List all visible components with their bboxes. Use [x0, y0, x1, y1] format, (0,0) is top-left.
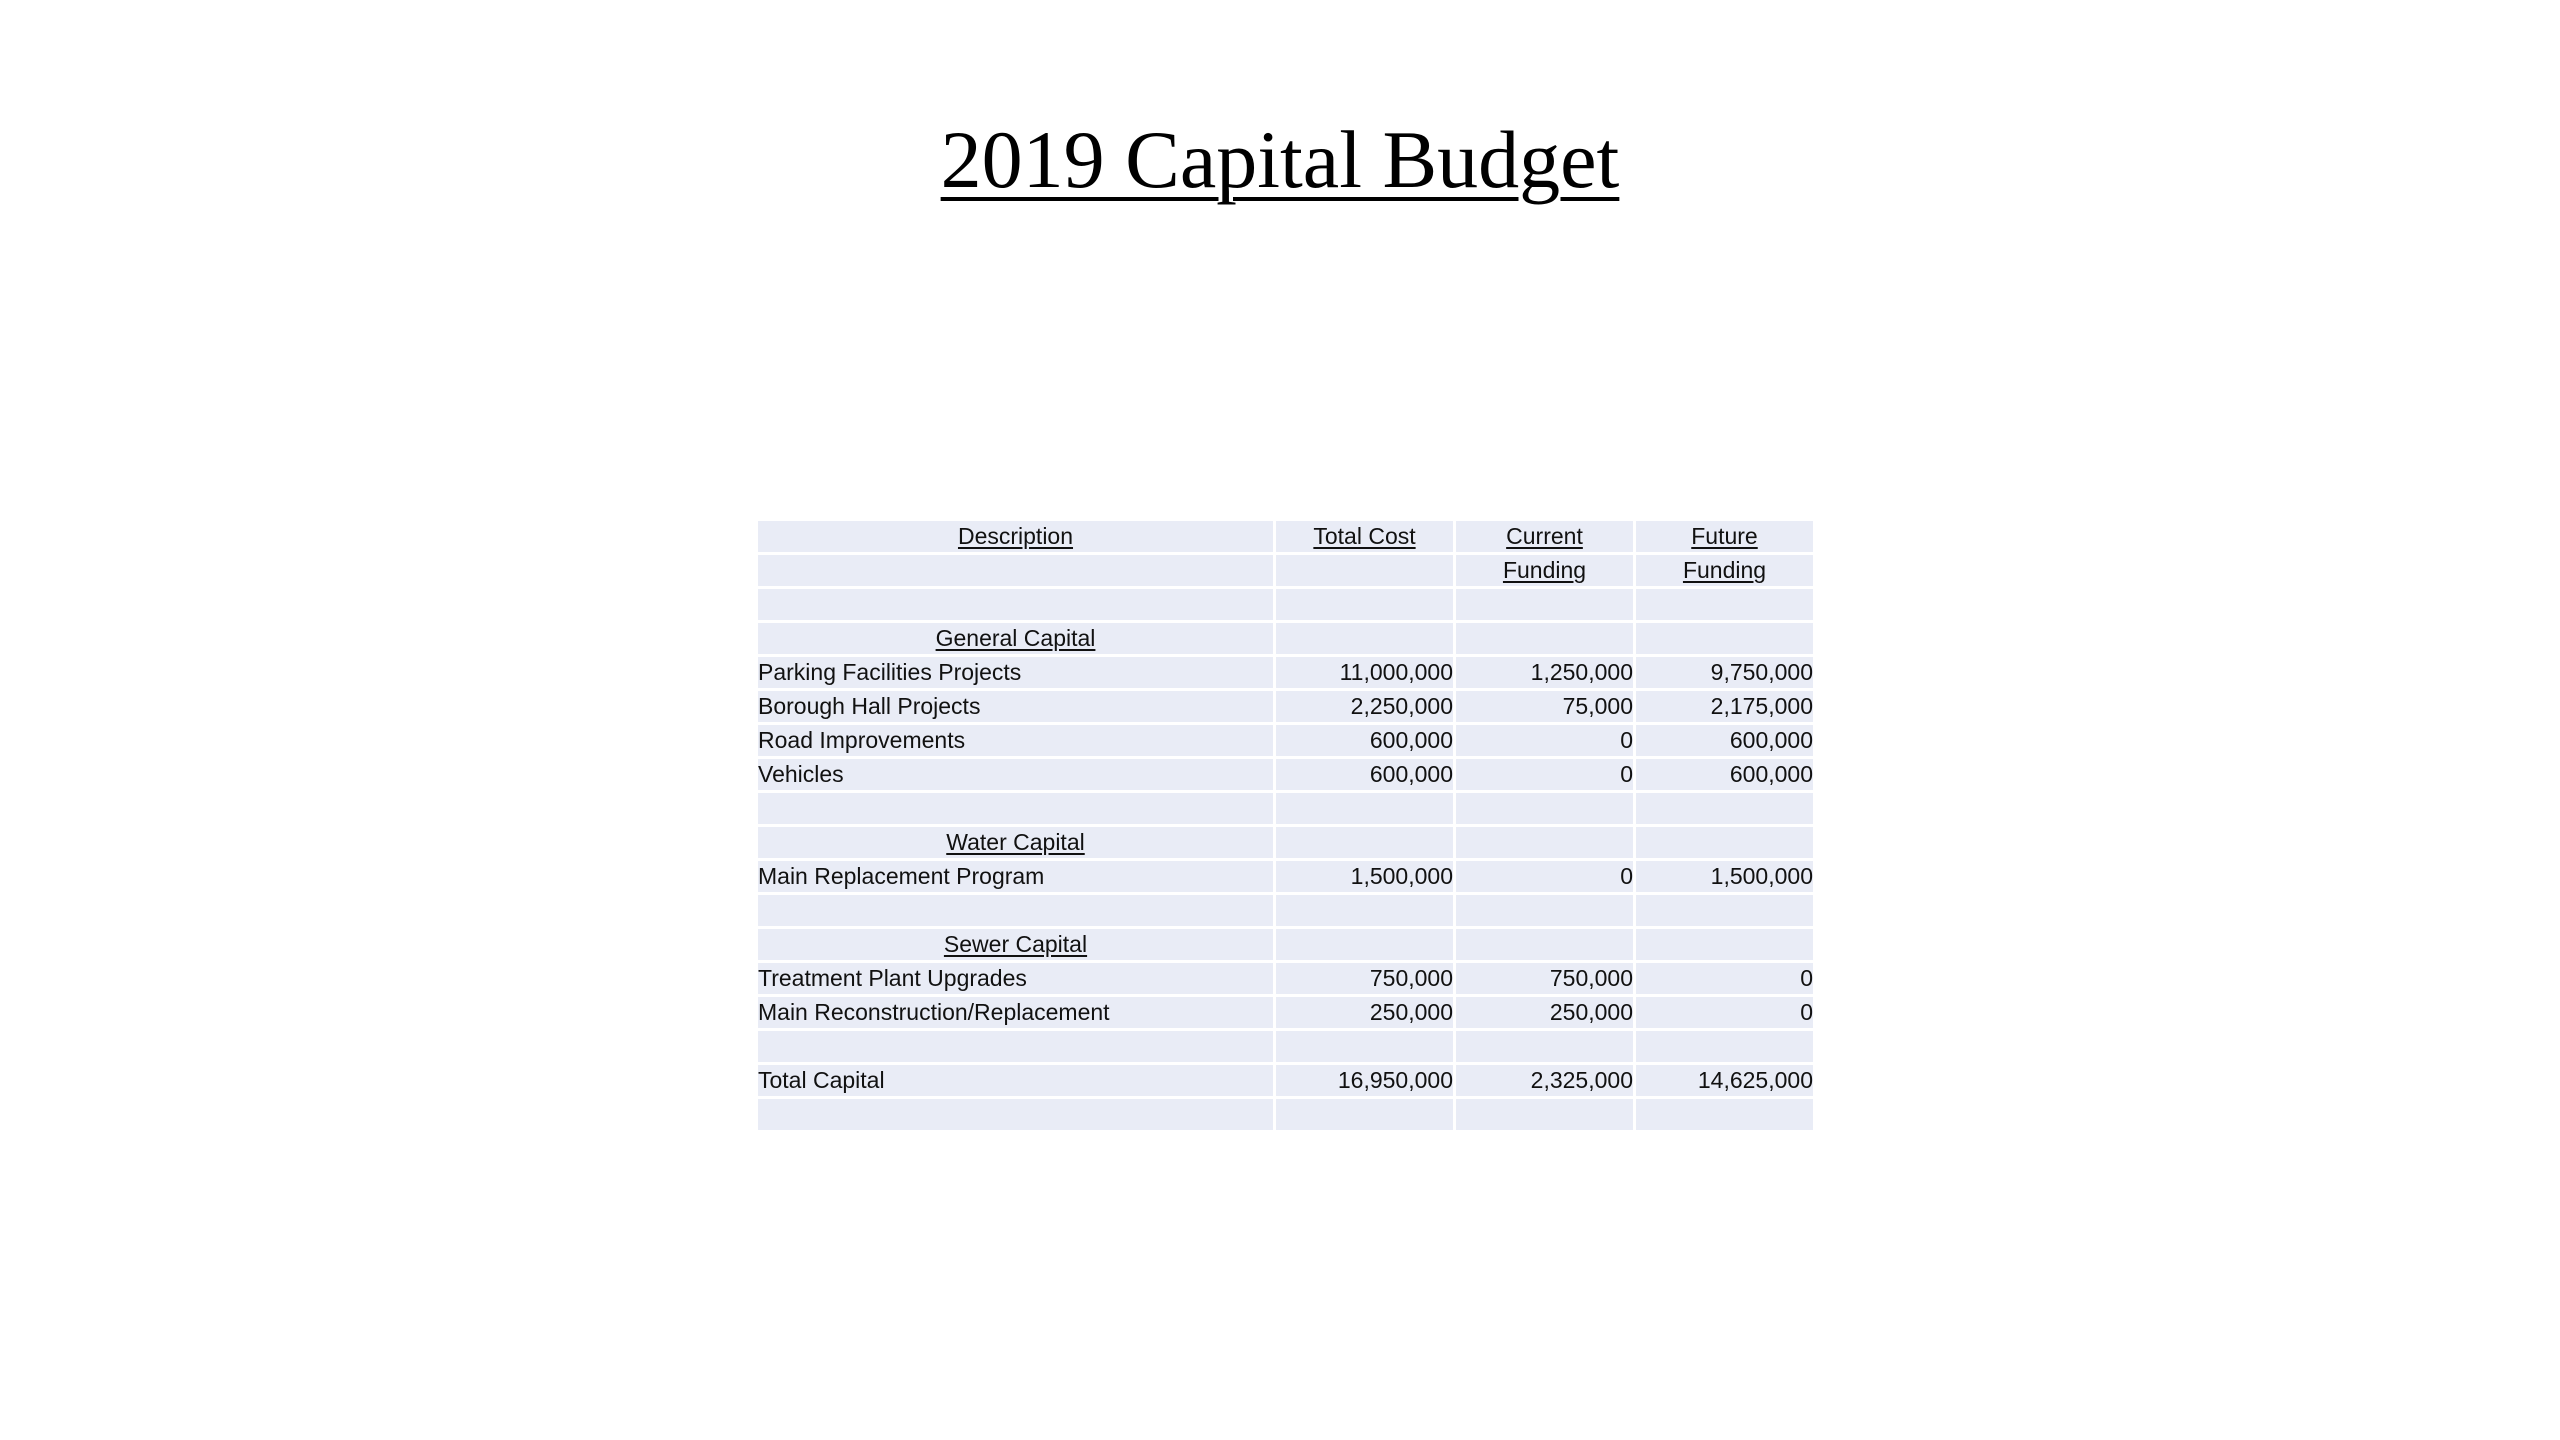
table-row: [758, 759, 1813, 790]
spacer-row: [758, 793, 1813, 824]
row-label: Vehicles: [758, 759, 1273, 790]
spacer-row: [758, 895, 1813, 926]
current-funding-cell: 0: [1456, 759, 1633, 790]
row-label: Parking Facilities Projects: [758, 657, 1273, 688]
total-cost-cell: 600,000: [1276, 725, 1453, 756]
section-sewer-capital: Sewer Capital: [758, 929, 1273, 960]
row-label: Borough Hall Projects: [758, 691, 1273, 722]
row-label: Road Improvements: [758, 725, 1273, 756]
empty-cell: [758, 1031, 1273, 1062]
spacer-row: [758, 589, 1813, 620]
header-total-cost: Total Cost: [1276, 521, 1453, 552]
empty-cell: [1636, 793, 1813, 824]
empty-cell: [758, 589, 1273, 620]
row-label: Main Reconstruction/Replacement: [758, 997, 1273, 1028]
capital-budget-table: [755, 518, 1816, 1133]
table-row: [758, 657, 1813, 688]
empty-cell: [1636, 929, 1813, 960]
current-funding-cell: 0: [1456, 725, 1633, 756]
table-row: [758, 691, 1813, 722]
current-funding-cell: 750,000: [1456, 963, 1633, 994]
header-description: Description: [758, 521, 1273, 552]
section-row-general: [758, 623, 1813, 654]
table-row: [758, 963, 1813, 994]
header-row-1: [758, 521, 1813, 552]
table-row: [758, 861, 1813, 892]
row-label: Main Replacement Program: [758, 861, 1273, 892]
current-funding-cell: 1,250,000: [1456, 657, 1633, 688]
future-funding-cell: 9,750,000: [1636, 657, 1813, 688]
current-funding-cell: 75,000: [1456, 691, 1633, 722]
empty-cell: [1276, 589, 1453, 620]
future-funding-cell: 600,000: [1636, 725, 1813, 756]
current-funding-cell: 250,000: [1456, 997, 1633, 1028]
section-water-capital: Water Capital: [758, 827, 1273, 858]
empty-cell: [1456, 1031, 1633, 1062]
page-title-text: 2019 Capital Budget: [940, 114, 1620, 205]
header-current-line2: Funding: [1456, 555, 1633, 586]
empty-cell: [758, 793, 1273, 824]
empty-cell: [1456, 1099, 1633, 1130]
total-row: [758, 1065, 1813, 1096]
empty-cell: [1276, 929, 1453, 960]
current-funding-sum: 2,325,000: [1456, 1065, 1633, 1096]
empty-cell: [1636, 623, 1813, 654]
empty-cell: [1456, 895, 1633, 926]
header-row-2: [758, 555, 1813, 586]
empty-cell: [1276, 623, 1453, 654]
future-funding-cell: 0: [1636, 997, 1813, 1028]
empty-cell: [1276, 555, 1453, 586]
total-cost-cell: 2,250,000: [1276, 691, 1453, 722]
future-funding-cell: 600,000: [1636, 759, 1813, 790]
total-cost-cell: 600,000: [1276, 759, 1453, 790]
total-cost-cell: 11,000,000: [1276, 657, 1453, 688]
table-row: [758, 997, 1813, 1028]
section-row-sewer: [758, 929, 1813, 960]
total-cost-sum: 16,950,000: [1276, 1065, 1453, 1096]
header-future-line2: Funding: [1636, 555, 1813, 586]
page-title: [0, 108, 2560, 212]
current-funding-cell: 0: [1456, 861, 1633, 892]
empty-cell: [1456, 623, 1633, 654]
future-funding-sum: 14,625,000: [1636, 1065, 1813, 1096]
table-row: [758, 725, 1813, 756]
empty-cell: [1276, 793, 1453, 824]
empty-cell: [758, 555, 1273, 586]
empty-cell: [1636, 827, 1813, 858]
empty-cell: [1636, 895, 1813, 926]
total-cost-cell: 750,000: [1276, 963, 1453, 994]
total-cost-cell: 1,500,000: [1276, 861, 1453, 892]
section-general-capital: General Capital: [758, 623, 1273, 654]
total-cost-cell: 250,000: [1276, 997, 1453, 1028]
empty-cell: [1456, 793, 1633, 824]
row-label: Treatment Plant Upgrades: [758, 963, 1273, 994]
future-funding-cell: 2,175,000: [1636, 691, 1813, 722]
future-funding-cell: 1,500,000: [1636, 861, 1813, 892]
empty-cell: [1276, 1099, 1453, 1130]
empty-cell: [1276, 1031, 1453, 1062]
header-future-line1: Future: [1636, 521, 1813, 552]
empty-cell: [758, 895, 1273, 926]
header-current-line1: Current: [1456, 521, 1633, 552]
spacer-row: [758, 1031, 1813, 1062]
empty-cell: [1636, 1099, 1813, 1130]
empty-cell: [1636, 1031, 1813, 1062]
future-funding-cell: 0: [1636, 963, 1813, 994]
total-row-label: Total Capital: [758, 1065, 1273, 1096]
empty-cell: [1456, 589, 1633, 620]
section-row-water: [758, 827, 1813, 858]
empty-cell: [1636, 589, 1813, 620]
spacer-row: [758, 1099, 1813, 1130]
empty-cell: [758, 1099, 1273, 1130]
empty-cell: [1456, 929, 1633, 960]
empty-cell: [1276, 827, 1453, 858]
empty-cell: [1276, 895, 1453, 926]
empty-cell: [1456, 827, 1633, 858]
